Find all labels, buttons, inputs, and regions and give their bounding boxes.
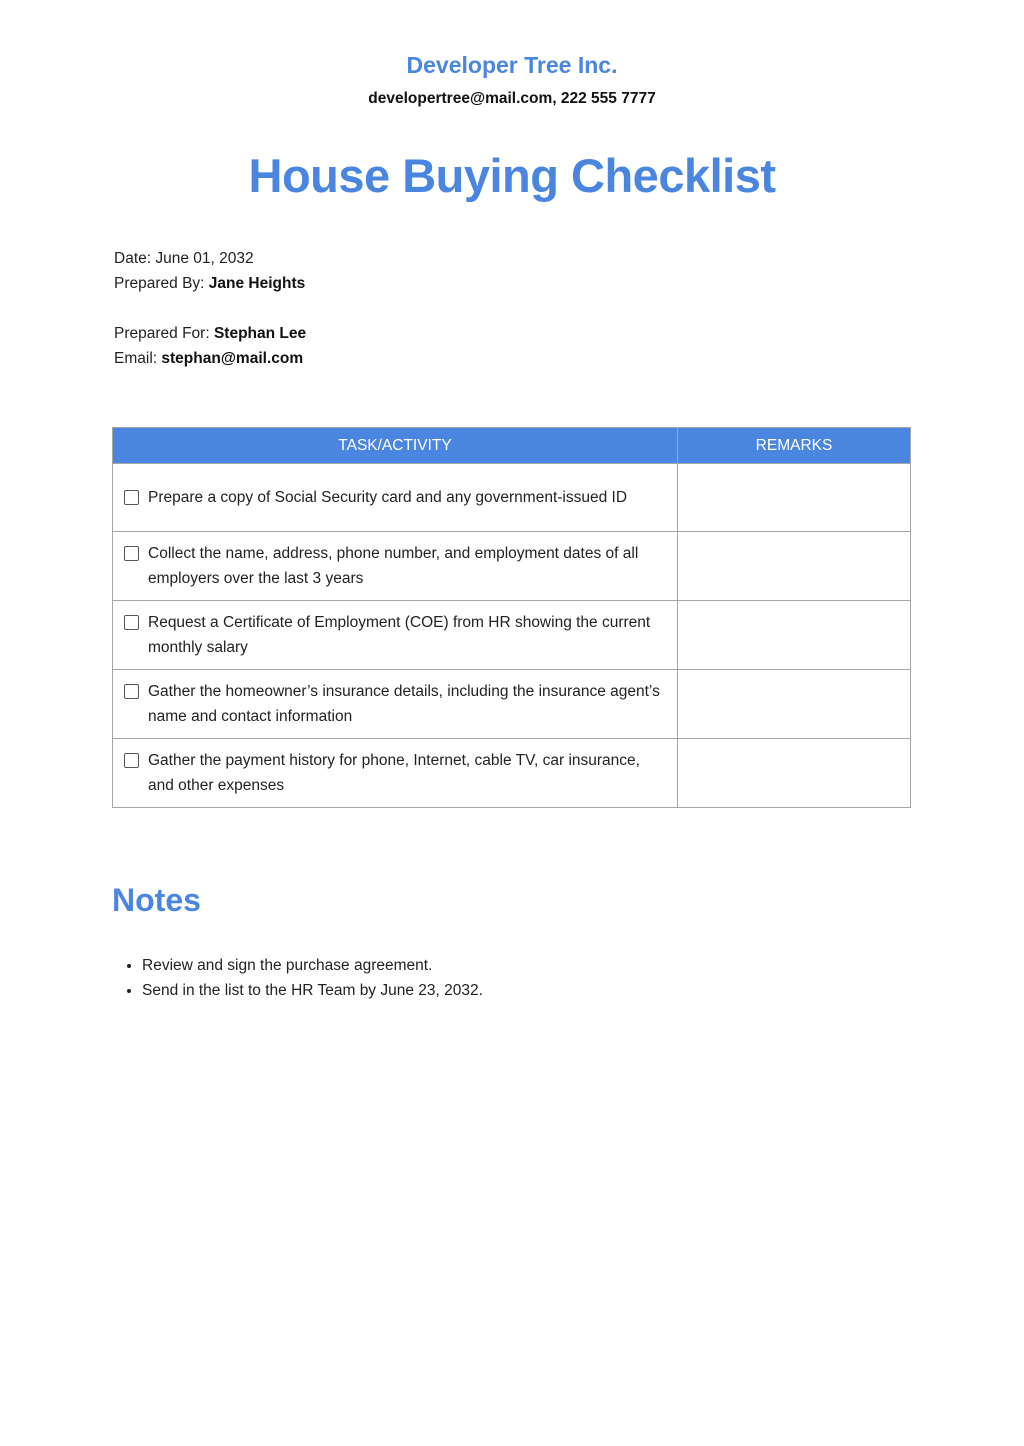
table-header-row <box>113 428 911 464</box>
email-value: stephan@mail.com <box>161 350 304 367</box>
notes-heading: Notes <box>112 882 201 918</box>
prepared-by-line <box>114 275 305 293</box>
task-text: Gather the homeowner’s insurance details, including the insurance agent’s name and contact information <box>148 683 660 725</box>
task-cell <box>113 670 678 739</box>
prepared-by-label: Prepared By: <box>114 275 205 292</box>
email-label: Email: <box>114 350 158 367</box>
table-row <box>113 464 911 532</box>
table-row <box>113 532 911 601</box>
company-contact: developertree@mail.com, 222 555 7777 <box>368 90 656 107</box>
email-line <box>114 350 303 368</box>
prepared-for-label: Prepared For: <box>114 325 210 342</box>
task-text: Prepare a copy of Social Security card and any government-issued ID <box>148 489 628 506</box>
date-value: June 01, 2032 <box>155 250 254 267</box>
company-name: Developer Tree Inc. <box>406 52 618 78</box>
task-cell <box>113 739 678 808</box>
task-checkbox[interactable] <box>124 753 139 768</box>
column-header-remarks: REMARKS <box>678 428 911 464</box>
prepared-for-line <box>114 325 306 343</box>
prepared-by-value: Jane Heights <box>208 275 306 292</box>
date-line <box>114 250 254 268</box>
task-checkbox[interactable] <box>124 546 139 561</box>
task-text: Gather the payment history for phone, Internet, cable TV, car insurance, and other expenses <box>148 752 640 794</box>
task-cell <box>113 532 678 601</box>
list-item: • Review and sign the purchase agreement. <box>142 953 483 978</box>
task-cell <box>113 601 678 670</box>
task-checkbox[interactable] <box>124 615 139 630</box>
remarks-cell[interactable] <box>678 464 911 532</box>
document-title: House Buying Checklist <box>248 149 776 202</box>
task-checkbox[interactable] <box>124 490 139 505</box>
remarks-cell[interactable] <box>678 532 911 601</box>
remarks-cell[interactable] <box>678 670 911 739</box>
checklist-table <box>112 427 911 808</box>
list-item: • Send in the list to the HR Team by June 23, 2032. <box>142 978 483 1003</box>
remarks-cell[interactable] <box>678 739 911 808</box>
table-row <box>113 670 911 739</box>
notes-list <box>114 953 483 1003</box>
task-cell <box>113 464 678 532</box>
prepared-for-value: Stephan Lee <box>213 325 307 342</box>
task-text: Collect the name, address, phone number, and employment dates of all employers over the last 3 years <box>148 545 639 587</box>
table-row <box>113 739 911 808</box>
remarks-cell[interactable] <box>678 601 911 670</box>
task-text: Request a Certificate of Employment (COE) from HR showing the current monthly salary <box>148 614 651 656</box>
task-checkbox[interactable] <box>124 684 139 699</box>
table-row <box>113 601 911 670</box>
column-header-task: TASK/ACTIVITY <box>113 428 678 464</box>
date-label: Date: <box>114 250 152 267</box>
